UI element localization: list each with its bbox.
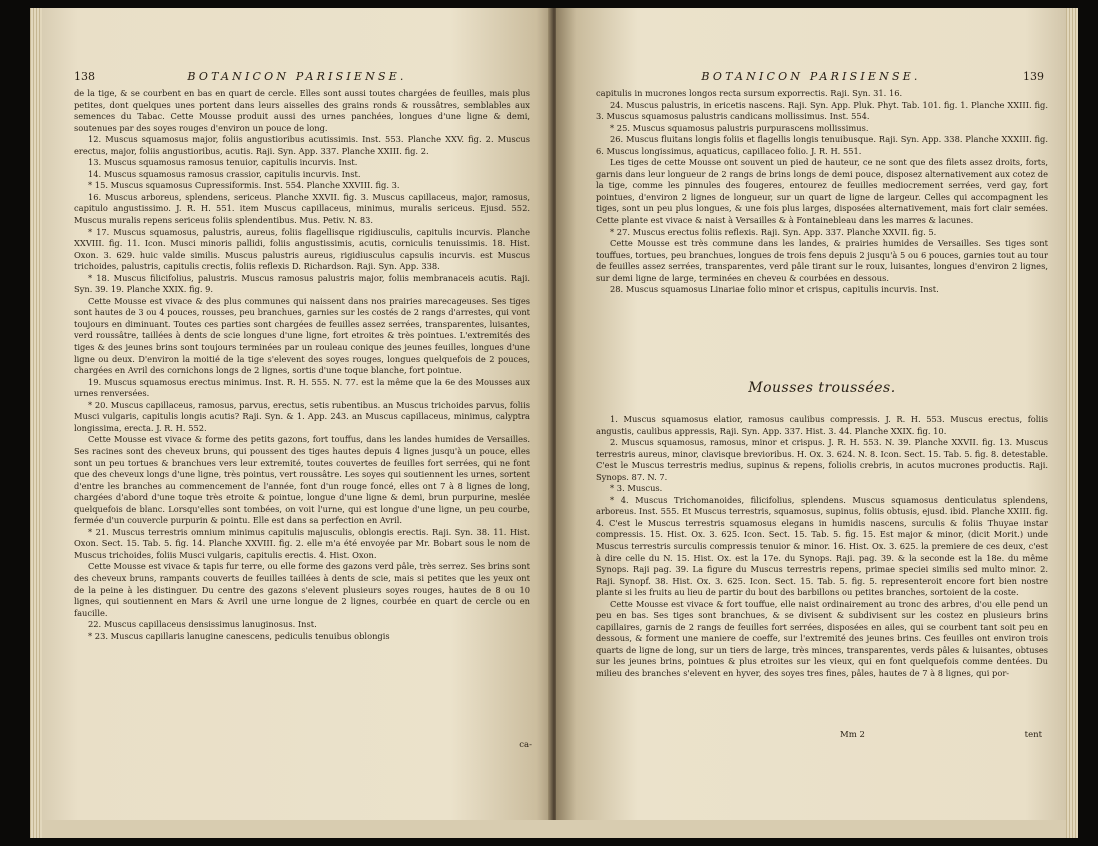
page-edges-left	[30, 8, 42, 838]
paragraph: 13. Muscus squamosus ramosus tenuior, capitulis incurvis. Inst.	[88, 157, 358, 168]
paragraph: * 21. Muscus terrestris omnium minimus capitulis majusculis, oblongis erectis. Raji. Syn. 38. 11. Hist. Oxon. Sect. 15. Tab. 5. fig. 14. Planche XXVIII. fig. 2. elle m'a été envoyée par Mr. Bobart sous le nom de Muscus trichoides, foliis Musci vulgaris, capitulis erectis. 4. Hist. Oxon.	[74, 526, 530, 560]
left-running-title: BOTANICON PARISIENSE.	[187, 70, 407, 83]
signature-mark: Mm 2	[840, 730, 865, 740]
left-page-number: 138	[74, 70, 95, 83]
paragraph: de la tige, & se courbent en bas en quart de cercle. Elles sont aussi toutes chargées de feuilles, mais plus petites, dont quelques unes portent dans leurs aisselles des grains ronds & roussâtres, semblables aux semences du Tabac. Cette Mousse produit aussi des urnes panchées, longues d'une ligne & demi, soutenues par des soyes rouges d'environ un pouce de long.	[74, 88, 530, 133]
right-page-text-bottom	[596, 414, 1048, 680]
paragraph: Cette Mousse est vivace & forme des petits gazons, fort touffus, dans les landes humides de Versailles. Ses racines sont des cheveux bruns, qui poussent des tiges hautes depuis 4 lignes jusqu'à un pouce, elles sont un peu tortues & branchues vers leur extremité, toutes couvertes de feuilles fort serrées, qui ne font que des cheveux longs d'une ligne, très pointus, vert roussâtre. Les soyes qui soutiennent les urnes, sortent d'entre les branches au commencement de l'année, font d'un rouge foncé, elles ont 7 à 8 lignes de long, chargées d'abord d'une toque très etroite & pointue, longue d'une ligne & demi, brun purpurine, meslée quelquefois de blanc. Lorsqu'elles sont tombées, on voit l'urne, qui est longue d'une ligne, un peu courbe, fermée d'un couvercle purpurin & pointu. Elle est dans sa perfection en Avril.	[74, 434, 530, 526]
paragraph: 2. Muscus squamosus, ramosus, minor et crispus. J. R. H. 553. N. 39. Planche XXVII. fig. 13. Muscus terrestris aureus, minor, clavisque brevioribus. H. Ox. 3. 624. N. 8. Icon. Sect. 15. Tab. 5. fig. 8. detestable. C'est le Muscus terrestris medius, supinus & repens, foliolis crebris, in acutos mucrones productis. Raji. Synops. 87. N. 7.	[596, 437, 1048, 482]
paragraph: * 3. Muscus.	[610, 483, 663, 494]
paragraph: 24. Muscus palustris, in ericetis nascens. Raji. Syn. App. Pluk. Phyt. Tab. 101. fig. 1. Planche XXIII. fig. 3. Muscus squamosus palustris candicans mollissimus. Inst. 554.	[596, 99, 1048, 122]
paragraph: * 18. Muscus filicifolius, palustris. Muscus ramosus palustris major, foliis membranaceis acutis. Raji. Syn. 39. 19. Planche XXIX. fig. 9.	[74, 272, 530, 295]
paragraph: Cette Mousse est vivace & fort touffue, elle naist ordinairement au tronc des arbres, d'ou elle pend un peu en bas. Ses tiges sont branchues, & se divisent & subdivisent sur les costez en plusieurs brins capillaires, garnis de 2 rangs de feuilles fort serrées, disposées en ailes, qui se courbent tant soit peu en dessous, & forment une maniere de coeffe, sur l'extremité des jeunes brins. Ces feuilles ont environ trois quarts de ligne de long, sur un tiers de large, très minces, transparentes, verds pâles & luisantes, obtuses sur les jeunes brins, pointues & plus etroites sur les vieux, qui en font quelquefois comme dentées. Du milieu des branches s'elevent en hyver, des soyes tres fines, pâles, hautes de 7 à 8 lignes, qui por-	[596, 598, 1048, 679]
left-catchword: ca-	[519, 740, 532, 750]
left-page-text	[74, 88, 530, 642]
paragraph: * 17. Muscus squamosus, palustris, aureus, foliis flagellisque rigidiusculis, capitulis incurvis. Planche XXVIII. fig. 11. Icon. Musci minoris pallidi, foliis angustissimis, acutis, corniculis tenuissimis. 18. Hist. Oxon. 3. 629. huic valde similis. Muscus palustris aureus, rigidiusculus capsulis incurvis. est Muscus trichoides, palustris, capitulis crectis, foliis reflexis D. Richardson. Raji. Syn. App. 338.	[74, 226, 530, 272]
paragraph: Les tiges de cette Mousse ont souvent un pied de hauteur, ce ne sont que des filets assez droits, forts, garnis dans leur longueur de 2 rangs de brins longs de demi pouce, disposez alternativement aux cotez de la tige, comme les pinnules des fougeres, entourez de feuilles mediocrement serrées, verd gay, fort pointues, d'environ 2 lignes de longueur, sur un quart de ligne de largeur. Celles qui accompagnent les tiges, sont un peu plus longues, & une fois plus larges, disposées alternativement, mais fort clair semées. Cette plante est vivace & naist à Versailles & à Fontainebleau dans les marres & lacunes.	[596, 157, 1048, 226]
paragraph: * 4. Muscus Trichomanoides, filicifolius, splendens. Muscus squamosus denticulatus splendens, arboreus. Inst. 555. Et Muscus terrestris, squamosus, supinus, foliis obtusis, ejusd. ibid. Planche XXIII. fig. 4. C'est le Muscus terrestris squamosus elegans in humidis nascens, surculis & foliis Thuyae instar compressis. 15. Hist. Ox. 3. 625. Icon. Sect. 15. Tab. 5. fig. 15. Est major & minor, (dicit Morit.) unde Muscus terrestris surculis compressis tenuior & minor. 16. Hist. Ox. 3. 625. la premiere de ces deux, c'est à dire celle du N. 15. Hist. Ox. est la 17e. du Synops. Raji. pag. 39. & la seconde est la 18e. du même Synops. Raji pag. 39. La figure du Muscus terrestris repens, primae speciei similis sed multo minor. 2. Raji. Synopf. 38. Hist. Ox. 3. 625. Icon. Sect. 15. Tab. 5. fig. 5. representeroit encore fort bien nostre plante si les fruits au lieu de partir du bout des barbillons ou petites branches, sortoient de la coste.	[596, 494, 1048, 598]
left-page	[42, 8, 552, 820]
page-edges-right	[1066, 8, 1078, 838]
right-page	[556, 8, 1066, 820]
paragraph: 12. Muscus squamosus major, foliis angustioribus acutissimis. Inst. 553. Planche XXV. fig. 2. Muscus erectus, major, foliis angustioribus, acutis. Raji. Syn. App. 337. Planche XXIII. fig. 2.	[74, 134, 530, 156]
paragraph: * 25. Muscus squamosus palustris purpurascens mollissimus.	[610, 122, 869, 133]
paragraph: 16. Muscus arboreus, splendens, sericeus. Planche XXVII. fig. 3. Muscus capillaceus, major, ramosus, capitulo angustissimo. J. R. H. 551. item Muscus capillaceus, minimus, muralis sericeus. Ejusd. 552. Muscus muralis repens sericeus foliis splendentibus. Mus. Petiv. N. 83.	[74, 191, 530, 226]
paragraph: 28. Muscus squamosus Linariae folio minor et crispus, capitulis incurvis. Inst.	[610, 284, 939, 295]
right-page-header	[556, 70, 1066, 86]
right-page-number: 139	[1023, 70, 1044, 83]
paragraph: Cette Mousse est vivace & tapis fur terre, ou elle forme des gazons verd pâle, très serrez. Ses brins sont des cheveux bruns, rampants couverts de feuilles taillées à dents de scie, mais si petites que les yeux ont de la peine à les distinguer. Du centre des gazons s'elevent plusieurs soyes rouges, hautes de 8 ou 10 lignes, qui soutiennent en Mars & Avril une urne longue de 2 lignes, courbée en quart de cercle ou en faucille.	[74, 561, 530, 618]
paragraph: 22. Muscus capillaceus densissimus lanuginosus. Inst.	[88, 619, 317, 630]
paragraph: 14. Muscus squamosus ramosus crassior, capitulis incurvis. Inst.	[88, 168, 361, 179]
right-page-text-top	[596, 88, 1048, 296]
paragraph: Cette Mousse est très commune dans les landes, & prairies humides de Versailles. Ses tiges sont touffues, tortues, peu branchues, longues de trois fens depuis 2 jusqu'à 5 ou 6 pouces, garnies tout au tour de feuilles assez serrées, transparentes, verd pâle tirant sur le roux, luisantes, longues d'environ 2 lignes, sur demi ligne de large, terminées en cheveu & courbées en dessous.	[596, 238, 1048, 283]
paragraph: capitulis in mucrones longos recta sursum exporrectis. Raji. Syn. 31. 16.	[596, 88, 903, 98]
right-running-title: BOTANICON PARISIENSE.	[701, 70, 921, 83]
paragraph: * 15. Muscus squamosus Cupressiformis. Inst. 554. Planche XXVIII. fig. 3.	[88, 180, 400, 191]
open-book	[30, 8, 1078, 838]
paragraph: * 20. Muscus capillaceus, ramosus, parvus, erectus, setis rubentibus. an Muscus trichoides parvus, foliis Musci vulgaris, capitulis longis acutis? Raji. Syn. & 1. App. 243. an Muscus capillaceus, minimus, calyptra longissima, erecta. J. R. H. 552.	[74, 399, 530, 433]
paragraph: * 27. Muscus erectus foliis reflexis. Raji. Syn. App. 337. Planche XXVII. fig. 5.	[610, 226, 937, 237]
paragraph: 19. Muscus squamosus erectus minimus. Inst. R. H. 555. N. 77. est la même que la 6e des Mousses aux urnes renversées.	[74, 376, 530, 399]
paragraph: Cette Mousse est vivace & des plus communes qui naissent dans nos prairies marecageuses. Ses tiges sont hautes de 3 ou 4 pouces, rousses, peu branchues, garnies sur les costés de 2 rangs d'arrestes, qui vont toujours en diminuant. Toutes ces parties sont chargées de feuilles assez serrées, transparentes, luisantes, verd roussâtre, taillées à dents de scie longues d'une ligne, fort etroites & très pointues. L'extremités des tiges & des jeunes brins sont toujours terminées par un rouleau conique des jeunes feuilles, longues d'une ligne ou deux. D'environ la moitié de la tige s'elevent des soyes rouges, longues quelquefois de 2 pouces, chargées en Avril des cornichons longs de 2 lignes, sortis d'une toque blanche, fort pointue.	[74, 295, 530, 376]
paragraph: 1. Muscus squamosus elatior, ramosus caulibus compressis. J. R. H. 553. Muscus erectus, foliis angustis, caulibus appressis, Raji. Syn. App. 337. Hist. 3. 44. Planche XXIX. fig. 10.	[596, 414, 1048, 436]
left-page-header	[42, 70, 552, 86]
section-heading: Mousses troussées.	[748, 380, 896, 396]
right-catchword: tent	[1024, 730, 1042, 740]
paragraph: * 23. Muscus capillaris lanugine canescens, pediculis tenuibus oblongis	[88, 630, 390, 641]
paragraph: 26. Muscus fluitans longis foliis et flagellis longis tenuibusque. Raji. Syn. App. 338. Planche XXXIII. fig. 6. Muscus longissimus, aquaticus, capillaceo folio. J. R. H. 551.	[596, 134, 1048, 156]
